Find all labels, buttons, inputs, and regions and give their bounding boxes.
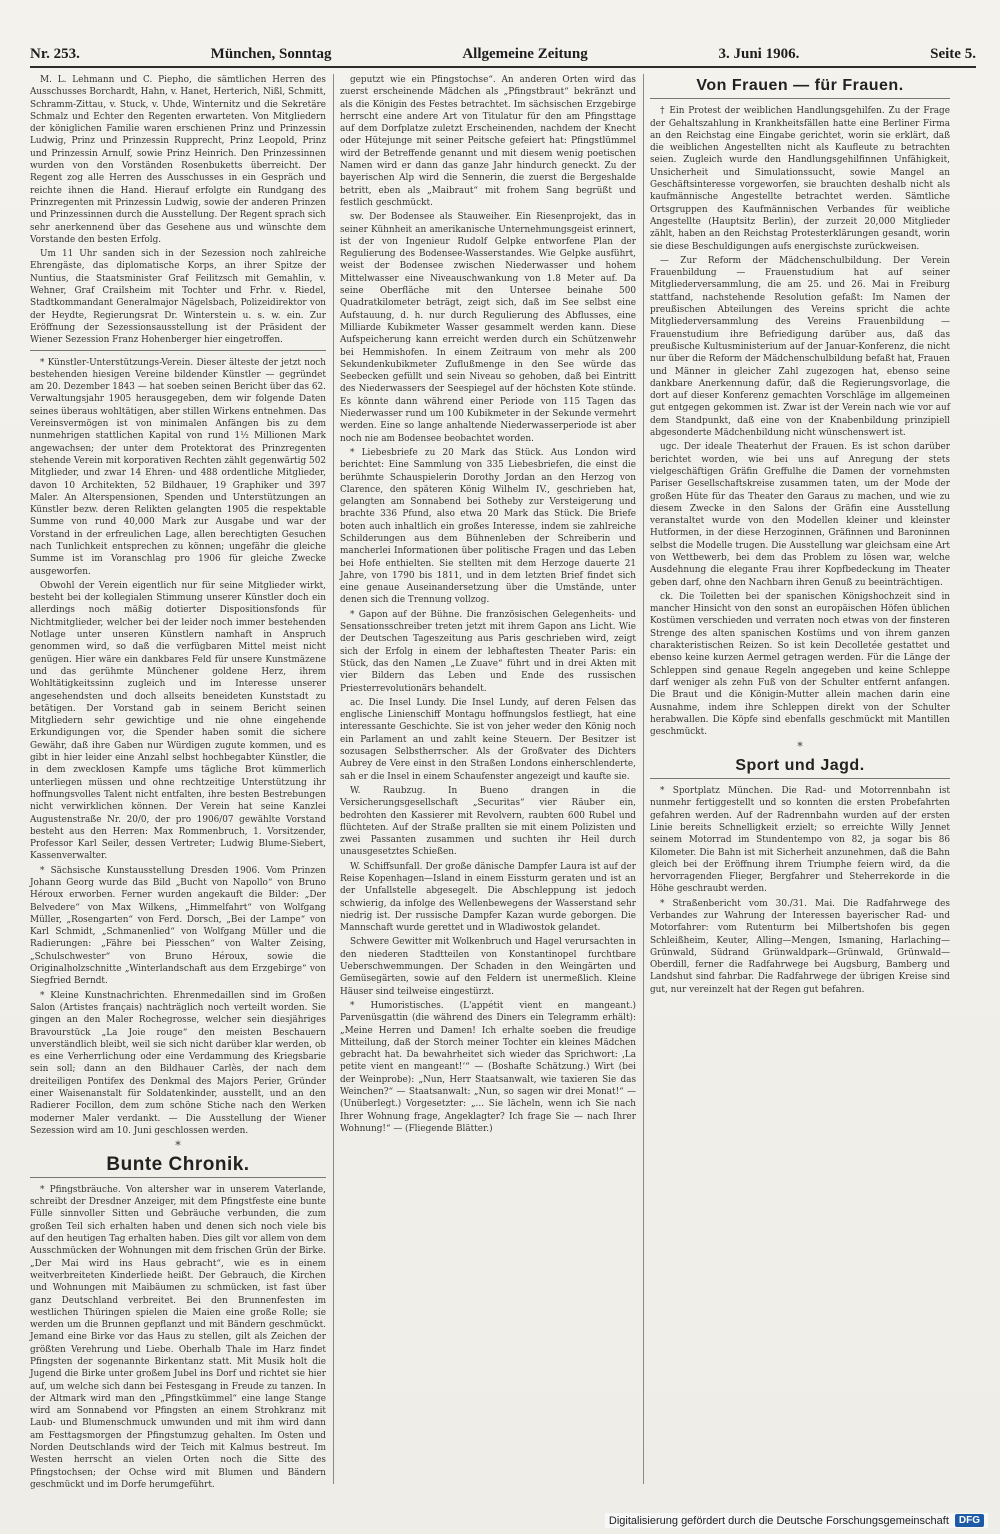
article-paragraph: † Ein Protest der weiblichen Handlungsgehilfen. Zu der Frage der Gehaltszahlung in Krankheitsfällen hatte eine Berliner Firma an den Reichstag eine Eingabe gerichtet, worin sie erklärt, daß die weiblichen Angestellten nicht als Kaufleute zu betrachten seien. Zugleich wurde den Handlungsgehilfinnen Unfähigkeit, Unsicherheit und Simulationssucht, sowie Mangel an Geschäftsinteresse vorgeworfen, sie brauchten deshalb nicht als kaufmännische Angestellte betrachtet werden. Sämtliche Ortsgruppen des Kaufmännischen Verbandes für weibliche Angestellte (Hauptsitz Berlin), der zurzeit 20,000 Mitglieder zählt, haben an den Reichstag Protesterklärungen gesandt, worin sie diese Beschuldigungen aufs energischste zurückweisen. bbox=[650, 106, 950, 252]
article-paragraph: W. Raubzug. In Bueno drangen in die Versicherungsgesellschaft „Securitas“ vier Räuber ein, bedrohten den Kassierer mit Revolvern, raubten 600 Rubel und flüchteten. Auf der Straße prallten sie mit einem Polizisten und zwei Passanten zusammen und suchten ihr Heil durch unausgesetztes Schießen. bbox=[340, 785, 636, 858]
article-paragraph: ugc. Der ideale Theaterhut der Frauen. Es ist schon darüber berichtet worden, wie bei uns auf Anregung der stets vielgeschäftigen Gräfin Greffulhe die Damen der vornehmsten Pariser Gesellschaftskreise zusammen taten, um der Mode der großen Hüte für das Theater den Garaus zu machen, und wie zu diesem Zwecke in den Salons der Gräfin eine Ausstellung veranstaltet wurde von den Modellen kleiner und kleinster Hutformen, in der diese Herzoginnen, Gräfinnen und Baroninnen selbst die Modelle trugen. Die Ausstellung war gleichsam eine Art von Wettbewerb, bei dem das Problem zu lösen war, welche Ausdehnung die elegante Frau ihrer Kopfbedeckung im Theater geben darf, ohne den Nachbarn ihren Genuß zu beeinträchtigen. bbox=[650, 442, 950, 588]
article-paragraph: * Künstler-Unterstützungs-Verein. Dieser älteste der jetzt noch bestehenden hiesigen Vereine bildender Künstler — gegründet am 20. Dezember 1843 — hat soeben seinen Bericht über das 62. Verwaltungsjahr 1905 herausgegeben, dem wir folgende Daten seines überaus wohltätigen, aber stillen Wirkens entnehmen. Das Vereinsvermögen ist von minimalen Anfängen bis zu dem nunmehrigen stattlichen Kapital von rund 1½ Millionen Mark angewachsen; der unter dem Protektorat des Prinzregenten stehende Verein mit korporativen Rechten zählt gegenwärtig 502 Mitglieder, und zwar 14 Ehren- und 488 ordentliche Mitglieder, davon 10 Architekten, 52 Bildhauer, 19 Graphiker und 397 Maler. An Alterspensionen, Spenden und Unterstützungen an Künstler bezw. deren Relikten gelangten 1905 die respektable Summe von rund 40,000 Mark zur Ausgabe und war der Vorstand in der erfreulichen Lage, allen berechtigten Gesuchen nach Tunlichkeit entsprechen zu können; ungefähr die gleiche Summe ist im Voranschlag pro 1906 für gleiche Zwecke ausgeworfen. bbox=[30, 357, 326, 577]
section-star: * bbox=[797, 740, 803, 754]
page-header bbox=[30, 42, 976, 66]
digitization-credit bbox=[605, 1513, 988, 1528]
page-number: Seite 5. bbox=[930, 45, 976, 62]
article-paragraph: * Gapon auf der Bühne. Die französischen Gelegenheits- und Sensationsschreiber treten jetzt mit ihrem Gapon ans Licht. Wie der Deutschen Tageszeitung aus Paris geschrieben wird, zeigt sich der Erfolg in einem der lebhaftesten Theater Paris: ein Stück, das den Namen „Le Zuave“ führt und in drei Akten mit vier Bildern das Leben und Ende des russischen Priesterrevolutionärs behandelt. bbox=[340, 609, 636, 694]
article-paragraph: geputzt wie ein Pfingstochse“. An anderen Orten wird das zuerst erscheinende Mädchen als „Pfingstbraut“ bekränzt und als die Königin des Festes betrachtet. Im sächsischen Erzgebirge herrscht eine andere Art von Titulatur für den am Pfingsttage auf dem Dorfplatze zuletzt Erscheinenden, nachdem der Knecht oder Hütejunge mit seiner Peitsche gefeiert hat: Pfingstlümmel wird der Betreffende genannt und mit diesem wenig poetischen Namen wird er dann das ganze Jahr hindurch geneckt. Zu der bayerischen Alp wird die Sennerin, die zuerst die Bergeshalde betritt, eben als „Maibraut“ mit frohem Sang begrüßt und festlich geschmückt. bbox=[340, 75, 636, 208]
article-paragraph: * Pfingstbräuche. Von altersher war in unserem Vaterlande, schreibt der Dresdner Anzeiger, mit dem Pfingstfeste eine bunte Fülle sinnvoller Sitten und Gebräuche verbunden, die zum großen Teil sich erhalten haben und denen sich noch viele bis auf den heutigen Tag erhalten haben. Dies gilt vor allem von dem Ausschmücken der Wohnungen mit dem frischen Grün der Birke. „Der Mai wird ins Haus gebracht“, wie es in einem weitverbreiteten Kinderliede heißt. Der Gebrauch, die Kirchen und Wohnungen mit Maibäumen zu schmücken, ist fast über ganz Deutschland verbreitet. Bei den Brunnenfesten im westlichen Thüringen spielen die Maien eine große Rolle; sie werden um die Brunnen gepflanzt und mit Bändern geschmückt. Jemand eine Birke vor das Haus zu stellen, gilt als Zeichen der größten Verehrung und Liebe. Oberhalb Thale im Harz findet Pfingsten der sogenannte Birkentanz statt. Mit Musik holt die Jugend die Birke unter großem Jubel ins Dorf und richtet sie hier auf, um welche sich dann bei Festesgang in Freude zu tanzen. In der Altmark wird man den „Pfingstkümmel“ eine lange Stange wird am Sonnabend vor Pfingsten an einem Strohkranz mit Laub- und Blumenschmuck umwunden und mit ihm wird dann am Festtagsmorgen der Pfingstumzug gehalten. Im Osten und Norden Deutschlands wird der Teich mit Kalmus bestreut. Im Westen herrscht an vielen Orten noch die Sitte des Pfingstochsen; der Ochse wird mit Blumen und Bändern geschmückt und im Dorfe herumgeführt. bbox=[30, 1184, 326, 1490]
section-rule bbox=[30, 1177, 326, 1178]
section-star: * bbox=[175, 1139, 181, 1153]
section-heading-bunte-chronik: Bunte Chronik. bbox=[106, 1153, 250, 1175]
article-paragraph: * Straßenbericht vom 30./31. Mai. Die Radfahrwege des Verbandes zur Wahrung der Interessen bayerischer Rad- und Motorfahrer: vom Rutenturm bei Milbertshofen bis gegen Schleißheim, Keuter, Alling—Mengen, Ismaning, Harlaching—Grünwald, Südrand Grünwaldpark—Grünwald, Grünwald—Oberdill, ferner die Radfahrwege bei Augsburg, Bamberg und Landshut sind fahrbar. Die Radfahrwege der übrigen Kreise sind gut, nur vereinzelt hat der Regen gut befahren. bbox=[650, 898, 950, 995]
section-heading-sport: Sport und Jagd. bbox=[735, 756, 865, 774]
column-1 bbox=[30, 74, 326, 1490]
section-heading-frauen: Von Frauen — für Frauen. bbox=[696, 77, 904, 94]
article-paragraph: ac. Die Insel Lundy. Die Insel Lundy, auf deren Felsen das englische Linienschiff Montagu hoffnungslos festliegt, hat eine interessante Geschichte. Sie ist von jeher weder den König noch ein Parlament an und zahlt keine Steuern. Der Besitzer ist sozusagen Selbstherrscher. Als der Großvater des Dichters Aubrey de Vere einst in den Straßen Londons einherschlenderte, sah er die Insel in einem Schaufenster angezeigt und kaufte sie. bbox=[340, 697, 636, 782]
newspaper-title: Allgemeine Zeitung bbox=[462, 45, 588, 62]
column-3 bbox=[650, 74, 950, 1484]
article-paragraph: sw. Der Bodensee als Stauweiher. Ein Riesenprojekt, das in seiner Kühnheit an amerikanische Unternehmungsgeist erinnert, ist der von Ingenieur Rudolf Gelpke entworfene Plan der Regulierung des Bodensee-Wasserstandes. Wie Gelpke ausführt, weist der Bodensee zwischen Niederwasser und hohem Mittelwasser eine Niveauschwankung von 1.8 Meter auf. Da seine Oberfläche mit den Untersee beinahe 500 Quadratkilometer beträgt, zeigt sich, daß im See selbst eine Aufstauung, d. h. nur durch Regulierung des Abflusses, eine Milliarde Kubikmeter Wasser gesammelt werden kann. Diese Aufspeicherung kann erreicht werden durch ein Schützenwehr bei Hemmishofen. In einem Zeitraum von mehr als 200 Sekundenkubikmeter Zuflußmenge in den See würde das Seebecken gefüllt und sein Niveau so gehoben, daß bei Eintritt des Niederwassers der Seespiegel auf der höchsten Kote stünde. Es könnte dann während einer Periode von 115 Tagen das Niederwasser rund um 100 Kubikmeter in der Sekunde vermehrt werden. Eine so lange anhaltende Niederwasserperiode ist aber noch nie am Bodensee beobachtet worden. bbox=[340, 212, 636, 444]
article-paragraph: M. L. Lehmann und C. Piepho, die sämtlichen Herren des Ausschusses Borchardt, Hahn, v. Hanet, Herterich, Nißl, Schmitt, Schramm-Zittau, v. Stuck, v. Uhde, Winternitz und die Sekretäre Schmalz und Echter den Regenten erwarteten. Von Mitgliedern der königlichen Familie waren erschienen Prinz und Prinzessin Ludwig, Prinz und Prinzessin Rupprecht, Prinz Leopold, Prinz und Prinzessin Arnulf, sowie Prinz Heinrich. Den Prinzessinnen wurden von den Vorständen Rosenbuketts überreicht. Der Regent zog alle Herren des Ausschusses in ein Gespräch und reichte ihnen die Hand. Hierauf erfolgte ein Rundgang des Prinzregenten mit Prinzessin Ludwig, sowie der anderen Prinzen und Prinzessinnen durch die Ausstellung. Der Regent sprach sich sehr anerkennend über das Gesehene aus und wünschte dem Vorstande den besten Erfolg. bbox=[30, 75, 326, 245]
article-rule bbox=[30, 350, 326, 351]
article-paragraph: * Humoristisches. (L'appétit vient en mangeant.) Parvenüsgattin (die während des Diners ein Telegramm erhält): „Meine Herren und Damen! Ich erhalte soeben die freudige Mitteilung, daß der Storch meiner Tochter ein kleines Mädchen gebracht hat. Da bewahrheitet sich wieder das Sprichwort: ‚La petite vient en mangeant!‘“ — (Boshafte Schätzung.) Wirt (bei der Weinprobe): „Nun, Herr Staatsanwalt, wie taxieren Sie das Weinchen?“ — Staatsanwalt: „Nun, so sagen wir drei Monat!“ — (Unüberlegt.) Vorgesetzter: „... Sie lächeln, wenn ich Sie nach Ihrer Wohnung frage, Angeklagter? Ich frage Sie — nach Ihrer Wohnung!“ — (Fliegende Blätter.) bbox=[340, 1000, 636, 1134]
column-divider bbox=[333, 74, 334, 1484]
section-rule bbox=[650, 778, 950, 779]
column-divider bbox=[643, 74, 644, 1484]
article-paragraph: * Liebesbriefe zu 20 Mark das Stück. Aus London wird berichtet: Eine Sammlung von 335 Liebesbriefen, die einst die berühmte Schauspielerin Dorothy Jordan an den Herzog von Clarence, den späteren König Wilhelm IV., geschrieben hat, gelangten am Sonnabend bei Sotheby zur Versteigerung und brachte 336 Pfund, also etwa 20 Mark das Stück. Die Briefe boten auch inhaltlich ein großes Interesse, indem sie zahlreiche Schilderungen aus dem Bühnenleben der Schreiberin und mancherlei Informationen über politische Fragen und das Leben bei Hofe enthielten. Sie stellten mit dem Herzoge dauerte 21 Jahre, von 1790 bis 1811, und in dem letzten Brief findet sich eine genaue Auseinandersetzung über die Umstände, unter denen sich die Trennung vollzog. bbox=[340, 447, 636, 606]
header-rule bbox=[30, 66, 976, 68]
issue-number: Nr. 253. bbox=[30, 45, 80, 62]
article-paragraph: W. Schiffsunfall. Der große dänische Dampfer Laura ist auf der Reise Kopenhagen—Island in einem Eissturm geraten und ist an der Unfallstelle abgesegelt. Die Abschleppung ist jedoch schwierig, da infolge des Wellenbewegens der Wasserstand sehr niedrig ist. Der russische Dampfer Kazan wurde geborgen. Die Mannschaft wurde gerettet und in Wladiwostok gelandet. bbox=[340, 861, 636, 934]
article-paragraph: — Zur Reform der Mädchenschulbildung. Der Verein Frauenbildung — Frauenstudium hat auf seiner Mitgliederversammlung, die am 25. und 26. Mai in Freiburg stattfand, nachstehende Resolution gefaßt: Im Namen der preußischen Abteilungen des Vereins spricht die achte Mitgliederversammlung des Vereins Frauenbildung — Frauenstudium ihre Befriedigung darüber aus, daß das preußische Kultusministerium auf der Januar-Konferenz, die nicht nur über die Reform der Mädchenschulbildung befaßt hat, Frauen und Männer in gleicher Zahl zugezogen hat, ebenso seine dankbare Anerkennung dafür, daß die Regierungsvorlage, die dort auf dieser Konferenz gemachten Vorschläge im allgemeinen gut entgegen gekommen ist. Zwar ist der Verein nach wie vor auf dem Standpunkt, daß eine von der Knabenbildung prinzipiell abgesonderte Mädchenbildung nicht wünschenswert ist. bbox=[650, 255, 950, 439]
article-paragraph: Schwere Gewitter mit Wolkenbruch und Hagel verursachten in den niederen Stadtteilen von Konstantinopel furchtbare Ueberschwemmungen. Der Schaden in den Weingärten und Gemüsegärten, sowie auf den Feldern ist unermeßlich. Kleine Häuser sind teilweise eingestürzt. bbox=[340, 937, 636, 997]
section-rule bbox=[650, 98, 950, 99]
article-paragraph: * Sportplatz München. Die Rad- und Motorrennbahn ist nunmehr fertiggestellt und so konnten die ersten Probefahrten gefahren werden. Auf der Radrennbahn wurden auf der ersten Linie bereits Schnelligkeit erzielt; so erreichte Willy Jennet seinem Motorrad im Stundentempo von 82, ja sogar bis 86 Kilometer. Die Bahn ist mit Sicherheit anzunehmen, daß die Bahn gleich bei der Eröffnung ihrem Triumphe feiern wird, da die hervorragenden Flieger, Bergfahrer und Steherrekorde in die Höhe geschraubt werden. bbox=[650, 786, 950, 895]
place-day: München, Sonntag bbox=[210, 45, 332, 62]
column-2 bbox=[340, 74, 636, 1484]
article-paragraph: * Kleine Kunstnachrichten. Ehrenmedaillen sind im Großen Salon (Artistes français) nachträglich noch verteilt worden. Sie gingen an den Maler Rochegrosse, welcher sein diesjähriges Bravourstück „La Joie rouge“ den meisten Beschauern unverständlich bleibt, weil sie sich nicht darüber klar werden, ob es eine Verherrlichung oder eine Verdammung des Kriegsbarie sein soll; dann an den Bildhauer Carlès, der nach dem dreiteiligen Pontifex des Denkmal des Majors Perier, Gründer einer Waisenanstalt für Soldatenkinder, ausstellt, und an den Radierer Focillon, dem zum schöne Stiche nach den Werken moderner Maler verdankt. — Die Ausstellung der Wiener Sezession wird am 10. Juni geschlossen werden. bbox=[30, 990, 326, 1136]
credit-text: Digitalisierung gefördert durch die Deutsche Forschungsgemeinschaft bbox=[608, 1514, 949, 1527]
article-paragraph: ck. Die Toiletten bei der spanischen Königshochzeit sind in mancher Hinsicht von den sonst an europäischen Höfen üblichen Kostümen verschieden und verraten noch etwas von der finsteren Strenge des alten spanischen Kostüms und von ihrem ganzen charakteristischen Reizen. So ist kein Decolletée gestattet und ebenso keine kurzen Aermel getragen werden. Für die Länge der Schleppen sind genaue Regeln angegeben und keine Schleppe darf weniger als zehn Fuß von der Schulter entfernt anfangen. Die Braut und die Königin-Mutter allein machen darin eine Ausnahme, indem ihre Schleppen direkt von der Schulter herabwallen. Die Köpfe sind ebenfalls geschmückt mit Mantillen geschmückt. bbox=[650, 591, 950, 738]
dfg-logo-icon: DFG bbox=[955, 1514, 984, 1527]
article-paragraph: Um 11 Uhr sanden sich in der Sezession noch zahlreiche Ehrengäste, das diplomatische Korps, an ihrer Spitze der Nuntius, die Staatsminister Graf Feilitzsch mit Gemahlin, v. Wehner, Graf Crailsheim mit Tochter und Frhr. v. Riedel, Stadtkommandant Generalmajor Nägelsbach, Polizeidirektor von der Heydte, Regierungsrat Dr. Winterstein u. s. w. ein. Zur Eröffnung der Sezessionsausstellung ist der Präsident der Wiener Sezession Franz Hohenberger hier eingetroffen. bbox=[30, 249, 326, 346]
article-paragraph: Obwohl der Verein eigentlich nur für seine Mitglieder wirkt, besteht bei der kollegialen Stimmung unserer Künstler doch ein allerdings noch mäßig dotierter Dispositionsfonds für Nichtmitglieder, welcher bei der leider noch immer bestehenden Notlage unter unseren Künstlern namhaft in Anspruch genommen wird, so daß die verfügbaren Mittel meist nicht genügen. Hier wäre ein dankbares Feld für unsere Kunstmäzene und das gerühmte Münchener goldene Herz, ihrem Wohltätigkeitssinn zugleich und im Interesse unserer angesehendsten und doch allseits beneideten Kunststadt zu betätigen. Der Vorstand gab in seinem Bericht seinen Mitgliedern sehr gewichtige und nie ohne eingehende Erkundigungen vor, die Spender haben somit die sichere Gewähr, daß ihre Gaben nur Würdigen zugute kommen, und es gibt in hier leider eine Anzahl selbst hochbegabter Künstler, die in dem zwecklosen Kampfe ums tägliche Brot kümmerlich unterliegen müssen und ohne rechtzeitige Unterstützung ihr hoffnungsvolles Talent nicht entfalten, ihre besten Bestrebungen nicht verwirklichen können. Der Verein hat seine Kanzlei Augustenstraße Nr. 20/0, der pro 1906/07 gewählte Vorstand besteht aus den Herren: Max Rommenbruch, 1. Vorsitzender, Professor Karl Seiler, dessen Vertreter; Ludwig Blume-Siebert, Kassenverwalter. bbox=[30, 580, 326, 862]
article-paragraph: * Sächsische Kunstausstellung Dresden 1906. Vom Prinzen Johann Georg wurde das Bild „Bucht von Napollo“ von Bruno Héroux erworben. Ferner wurden angekauft die Bilder: „Der Belvedere“ von Max Wilkens, „Himmelfahrt“ von Wolfgang Müller, „Rosengarten“ von Ferd. Dorsch, „Bei der Lampe“ von Karl Schmidt, „Schmanenlied“ von Wolfgang Müller und die Radierungen: „Fähre bei Piesschen“ von Walter Zeising, „Schulschwester“ von Bruno Héroux, sowie die Originalholzschnitte „Winterlandschaft aus dem Erzgebirge“ von Siegfried Berndt. bbox=[30, 865, 326, 987]
issue-date: 3. Juni 1906. bbox=[718, 45, 800, 62]
